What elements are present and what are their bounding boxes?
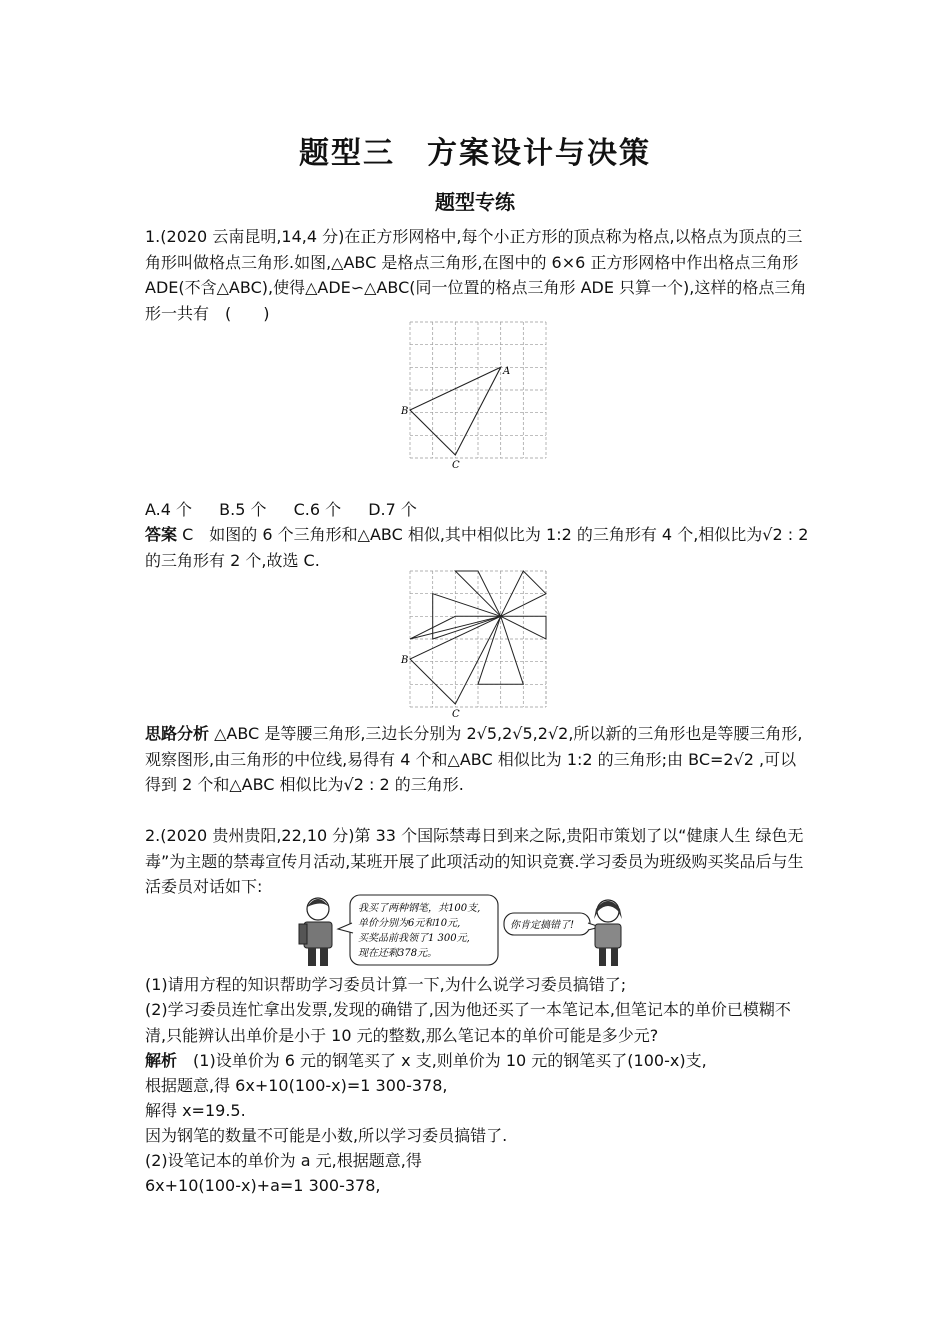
question-2-text: 2.(2020 贵州贵阳,22,10 分)第 33 个国际禁毒日到来之际,贵阳市策划了以“健康人生 绿色无毒”为主题的禁毒宣传月活动,某班开展了此项活动的知识竞赛.学习委员为班级购买奖品后与生活委员对话如下: — [145, 826, 804, 896]
vertex-label-c-2: C — [452, 709, 460, 720]
grid-triangle-abc — [401, 322, 550, 472]
option-b: B.5 个 — [219, 500, 267, 519]
bubble-left-line-3: 买奖品前我领了1 300元, — [358, 933, 470, 944]
analysis-text: △ABC 是等腰三角形,三边长分别为 2√5,2√5,2√2,所以新的三角形也是等腰三角形,观察图形,由三角形的中位线,易得有 4 个和△ABC 相似比为 1:2 的三角形;由 BC=2√2 ,可以得到 2 个和△ABC 相似比为√2 : 2 的三角形. — [145, 724, 803, 794]
solution-line-3: 解得 x=19.5. — [145, 1101, 246, 1120]
vertex-label-b: B — [401, 406, 409, 417]
boy-figure-icon — [299, 898, 332, 966]
option-c: C.6 个 — [293, 500, 342, 519]
dialogue-illustration — [296, 893, 626, 973]
solution-text-1: (1)设单价为 6 元的钢笔买了 x 支,则单价为 10 元的钢笔买了(100-x)支, — [193, 1051, 707, 1070]
speech-bubble-left — [338, 895, 498, 965]
question-1-options — [145, 497, 810, 522]
vertex-label-c: C — [452, 460, 460, 471]
solution-label: 解析 — [145, 1051, 178, 1070]
question-1-answer-figure — [401, 571, 550, 725]
solution-line-6: 6x+10(100-x)+a=1 300-378, — [145, 1176, 381, 1195]
answer-text: C 如图的 6 个三角形和△ABC 相似,其中相似比为 1:2 的三角形有 4 个,相似比为√2 : 2 的三角形有 2 个,故选 C. — [145, 525, 809, 570]
speech-bubble-right — [504, 913, 600, 935]
question-2-part-2: (2)学习委员连忙拿出发票,发现的确错了,因为他还买了一本笔记本,但笔记本的单价已模糊不清,只能辨认出单价是小于 10 元的整数,那么笔记本的单价可能是多少元? — [145, 1000, 791, 1045]
girl-figure-icon — [594, 900, 622, 966]
section-subtitle: 题型专练 — [435, 190, 515, 214]
question-2-part-1: (1)请用方程的知识帮助学习委员计算一下,为什么说学习委员搞错了; — [145, 975, 627, 994]
page-title: 题型三 方案设计与决策 — [299, 136, 651, 171]
option-a: A.4 个 — [145, 500, 193, 519]
answer-label: 答案 — [145, 525, 178, 544]
analysis-label: 思路分析 — [145, 724, 210, 743]
bubble-left-line-2: 单价分别为6元和10元, — [358, 918, 461, 929]
bubble-right-text: 你肯定搞错了! — [510, 920, 575, 931]
question-1-answer — [145, 522, 810, 573]
vertex-label-a: A — [503, 366, 511, 377]
vertex-label-b-2: B — [401, 655, 409, 666]
solution-line-1 — [145, 1048, 810, 1073]
bubble-left-line-4: 现在还剩378元。 — [358, 948, 438, 959]
solution-line-4: 因为钢笔的数量不可能是小数,所以学习委员搞错了. — [145, 1126, 508, 1145]
bubble-left-line-1: 我买了两种钢笔，共100支, — [358, 903, 481, 914]
grid-six-triangles — [401, 571, 550, 721]
dialogue-cartoon — [296, 893, 626, 969]
question-1-grid-figure — [401, 322, 550, 476]
option-d: D.7 个 — [368, 500, 417, 519]
solution-line-5: (2)设笔记本的单价为 a 元,根据题意,得 — [145, 1151, 422, 1170]
solution-line-2: 根据题意,得 6x+10(100-x)=1 300-378, — [145, 1076, 448, 1095]
question-1-analysis — [145, 721, 810, 798]
question-1-text: 1.(2020 云南昆明,14,4 分)在正方形网格中,每个小正方形的顶点称为格点,以格点为顶点的三角形叫做格点三角形.如图,△ABC 是格点三角形,在图中的 6×6 正方形网格中作出格点三角形 ADE(不含△ABC),使得△ADE∽△ABC(同一位置的格点三角形 ADE 只算一个),这样的格点三角形一共有 ( ) — [145, 227, 807, 323]
